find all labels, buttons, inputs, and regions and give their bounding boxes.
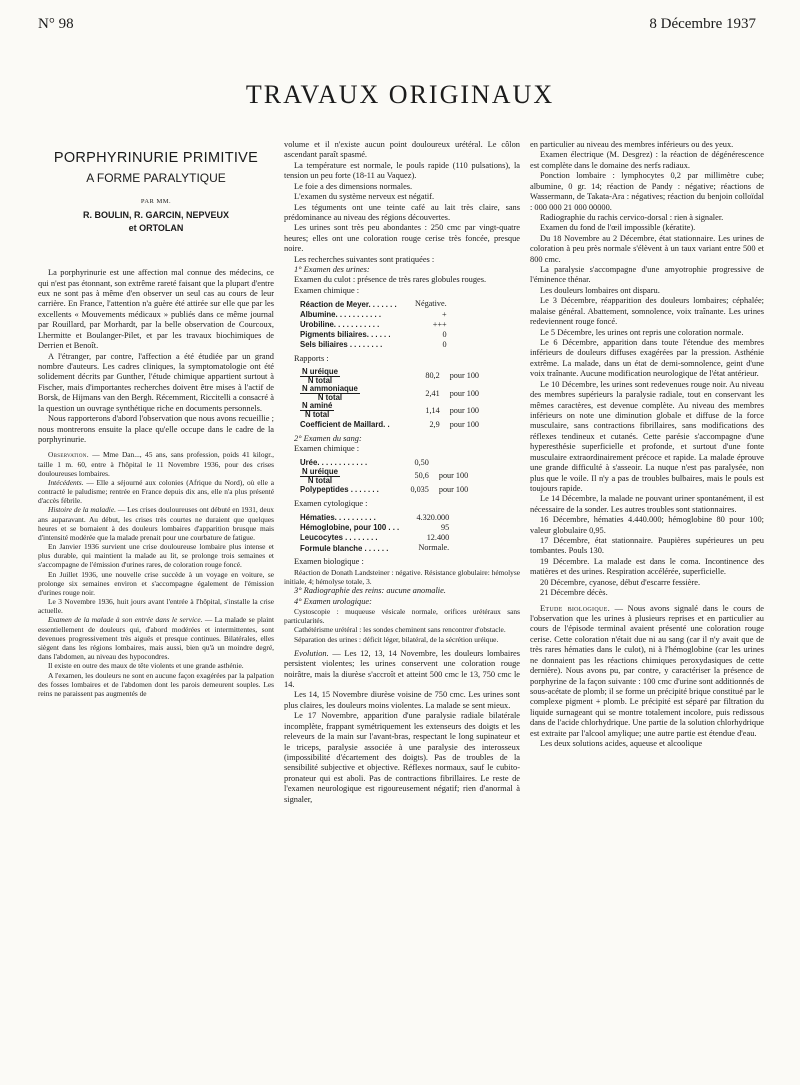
cytology-table: [298, 513, 451, 554]
article-subtitle: A FORME PARALYTIQUE: [86, 170, 226, 185]
paragraph: Le 3 Novembre 1936, huit jours avant l'entrée à l'hôpital, s'installe la crise actuelle.: [38, 597, 274, 616]
exam-text: — La malade se plaint essentiellement de douleurs qui, d'abord modérées et intermittentes, sont devenues progressivement très aiguës et presque continues. Bilatérales, elles siègent dans les régions lombaires, mais aussi, bien qu'à un moindre degré, dans l'abdomen, au niveau des hypocondres.: [38, 615, 274, 662]
row-value: 0: [442, 329, 447, 339]
ratio-label-cell: [298, 385, 392, 402]
paragraph: 19 Décembre. La malade est dans le coma. Incontinence des matières et des urines. Respiration accélérée, superficielle.: [530, 556, 764, 577]
paragraph: 17 Décembre, état stationnaire. Paupières supérieures un peu tombantes. Pouls 130.: [530, 536, 764, 556]
row-label: Réaction de Meyer. . . . . . .: [300, 299, 397, 309]
table-row: [298, 485, 470, 495]
paragraph: Examen biologique :: [294, 557, 364, 567]
paragraph: A l'étranger, par contre, l'affection a été étudiée par un grand nombre d'auteurs. Les cadres cliniques, la symptomatologie ont été solidement décrits par Gunther, l'étude chimique appartient surtout à Fischer, mais d'importantes recherches doivent être mises à l'actif de Borsk, de Hijmans van den Bergh. Récemment, Riccitelli a consacré à la question un ouvrage synthétique riche en documents personnels.: [38, 351, 274, 413]
row-value: 0,035: [410, 485, 429, 495]
paragraph: Le 17 Novembre, apparition d'une paralysie radiale bilatérale incomplète, frappant symétriquement les extenseurs des doigts et les releveurs de la main sur l'avant-bras, respectant le long supinateur et le triceps, paralysie associée à une paralysie des interosseux (impossibilité d'écartement des doigts). Pas de troubles de la sensibilité subjective et objective. Réflexes normaux, sauf le cubito-pronateur qui est aboli. Pas de contractions fibrillaires. Le reste de l'examen neurologique est rigoureusement négatif; rien d'anormal à signaler,: [284, 711, 520, 804]
evolution-text: — Les 12, 13, 14 Novembre, les douleurs lombaires persistent violentes; les urines conservent une coloration rouge noirâtre, mais la diurèse s'accroît et atteint 500 cmc le 13, 750 cmc le 14.: [284, 648, 520, 690]
row-label: Coefficient de Maillard. .: [300, 419, 390, 429]
heading-blood: 2° Examen du sang:: [294, 433, 362, 443]
row-value: 12.400: [426, 533, 450, 543]
table-row: [298, 468, 470, 485]
paragraph: A l'examen, les douleurs ne sont en aucune façon exagérées par la palpation des fosses lombaires et de l'abdomen dont les parois demeurent souples. Les reins ne paraissent pas augmentés de: [38, 670, 274, 698]
paragraph: Les douleurs lombaires ont disparu.: [540, 285, 660, 295]
biology-paragraph: [530, 604, 764, 739]
row-unit: [431, 458, 470, 468]
paragraph: Examen du fond de l'œil impossible (kératite).: [540, 223, 696, 233]
paragraph: Examen électrique (M. Desgrez) : la réaction de dégénérescence est complète dans le domaine des nerfs radiaux.: [530, 150, 764, 170]
paragraph: La température est normale, le pouls rapide (110 pulsations), la tension un peu forte (18-11 au Vaquez).: [284, 160, 520, 181]
authors-line-1: R. BOULIN, R. GARCIN, NEPVEUX: [82, 209, 229, 220]
antecedents-label: Intécédents.: [48, 477, 84, 487]
paragraph: Examen chimique :: [294, 285, 360, 295]
paragraph: Examen chimique :: [294, 444, 360, 454]
history-paragraph: [38, 505, 274, 542]
paragraph: Nous rapporterons d'abord l'observation que nous avons recueillie ; nous montrerons ensuite la place qu'elle occupe dans le cadre de la porphyrinurie.: [38, 414, 274, 444]
row-value: 4.320.000: [416, 512, 450, 522]
observation-text: — Mme Dan..., 45 ans, sans profession, poids 41 kilogr., taille 1 m. 60, entre à l'hôpital le 11 Novembre 1936, pour des crises douloureuses lombaires.: [38, 450, 274, 478]
fraction-numerator: N ammoniaque: [302, 383, 358, 393]
ratio-label-cell: [298, 368, 392, 385]
paragraph: Les téguments ont une teinte café au lait très claire, sans prédominance au niveau des régions découvertes.: [284, 202, 520, 222]
fraction-denominator: N total: [317, 393, 343, 403]
paragraph: Les deux solutions acides, aqueuse et alcoolique: [540, 739, 703, 749]
row-label: Formule blanche . . . . . .: [300, 543, 389, 553]
row-value: Normale.: [418, 543, 450, 553]
biology-label: Etude biologique.: [540, 603, 610, 613]
fraction-denominator: N total: [307, 476, 333, 485]
row-label: Albumine. . . . . . . . . . .: [300, 309, 382, 319]
observation-label: Observation.: [48, 450, 89, 460]
paragraph: Réaction de Donath Landsteiner : négative. Résistance globulaire: hémolyse initiale, 4; hémolyse totale, 3.: [284, 567, 520, 587]
row-label: Urée. . . . . . . . . . . .: [300, 457, 368, 467]
table-row: [298, 368, 481, 385]
paragraph: Le 6 Décembre, apparition dans toute l'étendue des membres inférieurs de douleurs diffuses exagérées par la pression. Asthénie extrême. La malade, dans un état de demi-somnolence, geint d'une voix traînante. Aucune modification neurologique de l'état antérieur.: [530, 338, 764, 379]
row-unit: pour 100: [449, 388, 480, 398]
row-label: Urobiline. . . . . . . . . . .: [300, 319, 380, 329]
paragraph: Les recherches suivantes sont pratiquées :: [294, 254, 435, 264]
ratio-label-cell: [298, 468, 381, 485]
table-row: [298, 320, 449, 330]
table-row: [298, 330, 449, 340]
paragraph: Il existe en outre des maux de tête violents et une grande asthénie.: [48, 661, 244, 671]
row-label: Hémoglobine, pour 100 . . .: [300, 523, 400, 533]
row-value: +++: [432, 319, 447, 329]
row-label: Pigments biliaires. . . . . .: [300, 330, 391, 340]
issue-date: 8 Décembre 1937: [649, 16, 756, 32]
row-unit: pour 100: [438, 471, 469, 481]
ratio-label-cell: [298, 402, 392, 419]
row-unit: pour 100: [449, 419, 480, 429]
column-2: [284, 140, 520, 1075]
fraction: [300, 468, 340, 485]
column-1: [38, 150, 274, 1085]
exam-label: Examen de la malade à son entrée dans le service.: [48, 615, 203, 625]
paragraph: Ponction lombaire : lymphocytes 0,2 par millimètre cube; albumine, 0 gr. 14; réaction de Pandy : négative; réactions de Wassermann, de Takata-Ara : négatives; réaction du benjoin colloïdal : 000 000 21 000 00000.: [530, 171, 764, 212]
row-value: 0: [442, 340, 447, 350]
paragraph: Le 14 Décembre, la malade ne pouvant uriner spontanément, il est nécessaire de la sonder. Les autres troubles sont stationnaires.: [530, 494, 764, 514]
paragraph: Les 14, 15 Novembre diurèse voisine de 750 cmc. Les urines sont plus claires, les douleurs moins violentes. La malade se sent mieux.: [284, 690, 520, 710]
row-value: 95: [441, 522, 450, 532]
biology-text: — Nous avons signalé dans le cours de l'observation que les urines à plusieurs reprises et en particulier au cours de l'épisode terminal avaient présenté une coloration rouge cerise. Cette coloration n'était due ni au sang (car il n'y avait que de très rares hématies dans le culot), ni à l'hémoglobine (car les urines ne donnaient pas les réactions chimiques peroxydasiques de cette dernière). Nous avons pu, par contre, y caractériser la présence de porphyrine de la façon suivante : 100 cmc d'urine sont additionnés de sous-acétate de plomb; il se forme un précipité brique constitué par le complexe pigment + plomb. Le précipité est séparé par filtration du liquide surnageant qui se montre totalement incolore, puis redissous dans de l'acide chlorhydrique. Une partie de la solution chlorhydrique est extraite par l'alcool amylique; une autre partie est étendue d'eau.: [530, 603, 764, 738]
evolution-paragraph: [284, 649, 520, 691]
paragraph: 21 Décembre décès.: [540, 588, 608, 598]
row-unit: pour 100: [438, 485, 469, 495]
history-text: — Les crises douloureuses ont débuté en 1931, deux ans auparavant. Au début, les crises très courtes ne duraient que quelques heures et se bornaient à des douleurs lombaires d'apparition brusque mais d'intensité modérée que la malade prenait pour une courbature de fatigue.: [38, 505, 274, 542]
table-row: [298, 310, 449, 320]
row-value: Négative.: [415, 299, 447, 309]
row-value: 2,9: [429, 419, 440, 429]
paragraph: Examen cytologique :: [294, 499, 368, 509]
paragraph: Du 18 Novembre au 2 Décembre, état stationnaire. Les urines de coloration à peu près normale s'élèvent à un taux variant entre 500 et 800 cmc.: [530, 233, 764, 264]
paragraph: Cathétérisme urétéral : les sondes cheminent sans rencontrer d'obstacle.: [294, 625, 506, 635]
paragraph: Examen du culot : présence de très rares globules rouges.: [294, 275, 487, 285]
article-columns: [38, 140, 764, 1075]
paragraph: Cystoscopie : muqueuse vésicale normale, orifices urétéraux sans particularités.: [284, 607, 520, 626]
table-row: [298, 340, 449, 350]
paragraph: En Juillet 1936, une nouvelle crise succède à un voyage en voiture, se prolonge six semaines environ et s'accompagne également de l'émission d'urines rouge noir.: [38, 569, 274, 597]
byline-prefix: PAR MM.: [140, 197, 172, 205]
heading-urology: 4° Examen urologique:: [294, 596, 372, 606]
row-label: Hématies. . . . . . . . . .: [300, 513, 376, 523]
row-unit: pour 100: [449, 405, 480, 415]
fraction: [300, 385, 360, 402]
row-label: Polypeptides . . . . . . .: [300, 485, 379, 495]
observation-paragraph: [38, 450, 274, 478]
heading-radiography: 3° Radiographie des reins: aucune anomalie.: [294, 586, 446, 596]
fraction-numerator: N aminé: [302, 401, 333, 411]
row-value: 0,50: [414, 457, 429, 467]
paragraph: Séparation des urines : déficit léger, bilatéral, de la sécrétion uréique.: [294, 634, 499, 644]
row-value: 1,14: [425, 405, 440, 415]
table-row: [298, 385, 481, 402]
table-row: [298, 513, 451, 523]
fraction-numerator: N uréique: [302, 366, 338, 376]
table-row: [298, 523, 451, 533]
column-3: [530, 140, 764, 1075]
issue-number: N° 98: [38, 16, 74, 32]
urine-chemistry-table: [298, 299, 449, 350]
paragraph: Le 10 Décembre, les urines sont redevenues rouge noir. Au niveau des membres supérieurs la paralysie radiale, tout en conservant les mêmes caractères, est devenue complète. Au niveau des membres inférieurs on note une diminution globale et diffuse de la force musculaire, sans contractions fibrillaires, sans modifications des réflexes tendineux et cutanés. Cette parésie s'accompagne d'une hyperesthésie superficielle et profonde, et surtout d'une fonte musculaire extraordinairement précoce et rapide. La malade éprouve une grande difficulté à s'asseoir. La nuque n'est pas paralysée, non plus que le voile. Il n'y a pas de troubles bulbaires, mais le pouls est toujours rapide.: [530, 379, 764, 493]
exam-paragraph: [38, 615, 274, 661]
row-label: Sels biliaires . . . . . . . .: [300, 340, 383, 350]
heading-urines: 1° Examen des urines:: [294, 265, 370, 275]
paragraph: en particulier au niveau des membres inférieurs ou des yeux.: [530, 140, 734, 149]
paragraph: La paralysie s'accompagne d'une amyotrophie progressive de l'éminence thénar.: [530, 265, 764, 285]
table-row: [298, 543, 451, 553]
paragraph: Le foie a des dimensions normales.: [294, 181, 413, 191]
history-label: Histoire de la maladie.: [48, 505, 116, 515]
table-row: [298, 420, 481, 430]
paragraph: volume et il n'existe aucun point douloureux urétéral. Le côlon ascendant paraît spasmé.: [284, 140, 520, 160]
paragraph: Le 3 Décembre, réapparition des douleurs lombaires; céphalée; malaise général. Abattement, somnolence, voix traînante. Les urines redeviennent rouge foncé.: [530, 296, 764, 327]
ratios-table: [298, 368, 481, 430]
table-row: [298, 402, 481, 419]
row-value: 50,6: [414, 471, 429, 481]
paragraph: En Janvier 1936 survient une crise douloureuse lombaire plus intense et plus durable, qui maintient la malade au lit, se prolonge trois semaines et s'accompagne de l'émission d'urines rares, de coloration rouge foncé.: [38, 542, 274, 570]
row-value: +: [442, 309, 447, 319]
fraction-numerator: N uréique: [302, 466, 338, 476]
paragraph: La porphyrinurie est une affection mal connue des médecins, ce qui n'est pas étonnant, son extrême rareté faisant que la plupart d'entre eux ne sont pas à même d'en observer un seul cas au cours de leur carrière. En France, l'attention n'a guère été attirée sur elle que par les excellents « Mouvements médicaux » publiés dans ce même journal par Rouillard, par Morhardt, par la belle observation de Courcoux, Lhermitte et Boulanger-Pilet, et par les travaux biochimiques de Derrien et Benoît.: [38, 268, 274, 351]
table-row: [298, 533, 451, 543]
paragraph: Les urines sont très peu abondantes : 250 cmc par vingt-quatre heures; elles ont une coloration rouge cerise très foncée, presque noire.: [284, 223, 520, 254]
antecedents-paragraph: [38, 478, 274, 506]
authors-line-2: et ORTOLAN: [128, 223, 184, 234]
row-value: 2,41: [425, 388, 440, 398]
paragraph: 16 Décembre, hématies 4.440.000; hémoglobine 80 pour 100; valeur globulaire 0,95.: [530, 515, 764, 535]
row-label: Leucocytes . . . . . . . .: [300, 533, 378, 543]
fraction: [300, 402, 334, 419]
paragraph: Le 5 Décembre, les urines ont repris une coloration normale.: [540, 327, 744, 337]
article-title: PORPHYRINURIE PRIMITIVE: [53, 150, 259, 166]
paragraph: Radiographie du rachis cervico-dorsal : rien à signaler.: [540, 212, 724, 222]
paragraph: L'examen du système nerveux est négatif.: [294, 192, 435, 202]
evolution-label: Evolution.: [294, 648, 329, 658]
fraction-denominator: N total: [305, 410, 330, 420]
blood-chemistry-table: [298, 458, 470, 496]
paragraph: Rapports :: [294, 354, 329, 364]
row-unit: pour 100: [449, 371, 480, 381]
row-value: 80,2: [425, 371, 440, 381]
table-row: [298, 299, 449, 309]
section-title: TRAVAUX ORIGINAUX: [245, 80, 555, 109]
antecedents-text: — Elle a séjourné aux colonies (Afrique du Nord), où elle a contracté le paludisme; rentrée en France depuis dix ans, elle n'a plus présenté d'accès fébrile.: [38, 477, 274, 506]
fraction-denominator: N total: [307, 375, 333, 385]
paragraph: 20 Décembre, cyanose, début d'escarre fessière.: [540, 577, 701, 587]
fraction: [300, 368, 340, 385]
